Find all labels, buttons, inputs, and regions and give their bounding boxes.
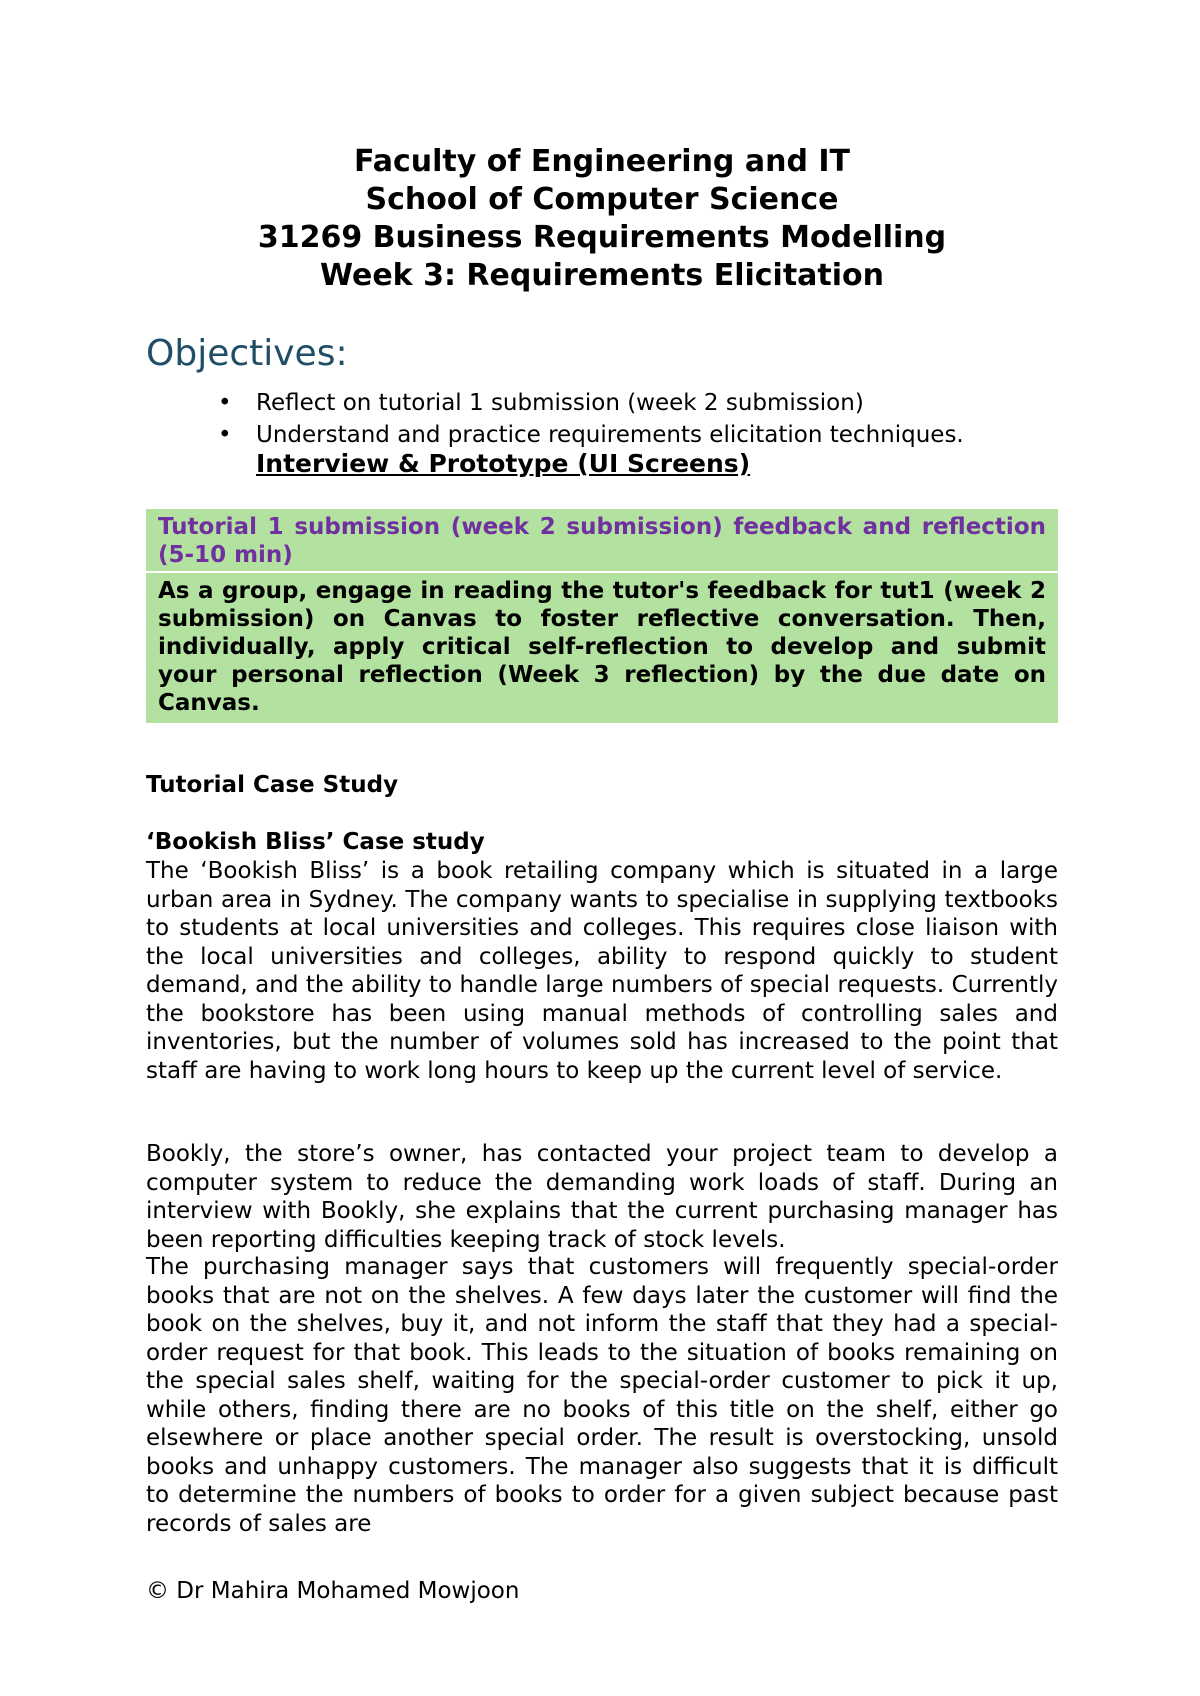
objective-subheading: Interview & Prototype (UI Screens) bbox=[256, 449, 751, 478]
bullet-icon: • bbox=[218, 390, 232, 416]
objective-text: Reflect on tutorial 1 submission (week 2 submission) bbox=[256, 390, 864, 416]
document-header bbox=[146, 143, 1058, 295]
feedback-box bbox=[146, 509, 1058, 723]
objective-item bbox=[146, 419, 1058, 451]
feedback-heading: Tutorial 1 submission (week 2 submission) feedback and reflection (5-10 min) bbox=[146, 509, 1058, 573]
faculty-title: Faculty of Engineering and IT bbox=[353, 144, 850, 179]
case-paragraph: Bookly, the store’s owner, has contacted your project team to develop a computer system to reduce the demanding work loads of staff. During an interview with Bookly, she explains that the current purchasing manager has been reporting difficulties keeping track of stock levels. bbox=[146, 1141, 1058, 1253]
subject-title: 31269 Business Requirements Modelling bbox=[257, 220, 947, 255]
case-paragraph: The ‘Bookish Bliss’ is a book retailing company which is situated in a large urban area in Sydney. The company wants to specialise in supplying textbooks to students at local universities and colleges. This requires close liaison with the local universities and colleges, ability to respond quickly to student demand, and the ability to handle large numbers of special requests. Currently the bookstore has been using manual methods of controlling sales and inventories, but the number of volumes sold has increased to the point that staff are having to work long hours to keep up the current level of service. bbox=[146, 858, 1058, 1084]
case-study-section-heading: Tutorial Case Study bbox=[146, 772, 399, 798]
objectives-heading: Objectives: bbox=[146, 333, 348, 374]
objectives-list bbox=[146, 387, 1058, 451]
case-paragraph: The purchasing manager says that customers will frequently special-order books that are not on the shelves. A few days later the customer will find the book on the shelves, buy it, and not inform the staff that they had a special-order request for that book. This leads to the situation of books remaining on the special sales shelf, waiting for the special-order customer to pick it up, while others, finding there are no books of this title on the shelf, either go elsewhere or place another special order. The result is overstocking, unsold books and unhappy customers. The manager also suggests that it is difficult to determine the numbers of books to order for a given subject because past records of sales are bbox=[146, 1254, 1058, 1537]
copyright-footer: © Dr Mahira Mohamed Mowjoon bbox=[146, 1578, 520, 1604]
week-title: Week 3: Requirements Elicitation bbox=[319, 258, 885, 293]
bullet-icon: • bbox=[218, 422, 232, 448]
objective-item bbox=[146, 387, 1058, 419]
case-study-title: ‘Bookish Bliss’ Case study bbox=[146, 829, 485, 855]
school-title: School of Computer Science bbox=[365, 182, 839, 217]
objective-text: Understand and practice requirements elicitation techniques. bbox=[256, 422, 964, 448]
feedback-body: As a group, engage in reading the tutor's feedback for tut1 (week 2 submission) on Canvas to foster reflective conversation. Then, individually, apply critical self-reflection to develop and submit your personal reflection (Week 3 reflection) by the due date on Canvas. bbox=[158, 578, 1046, 716]
